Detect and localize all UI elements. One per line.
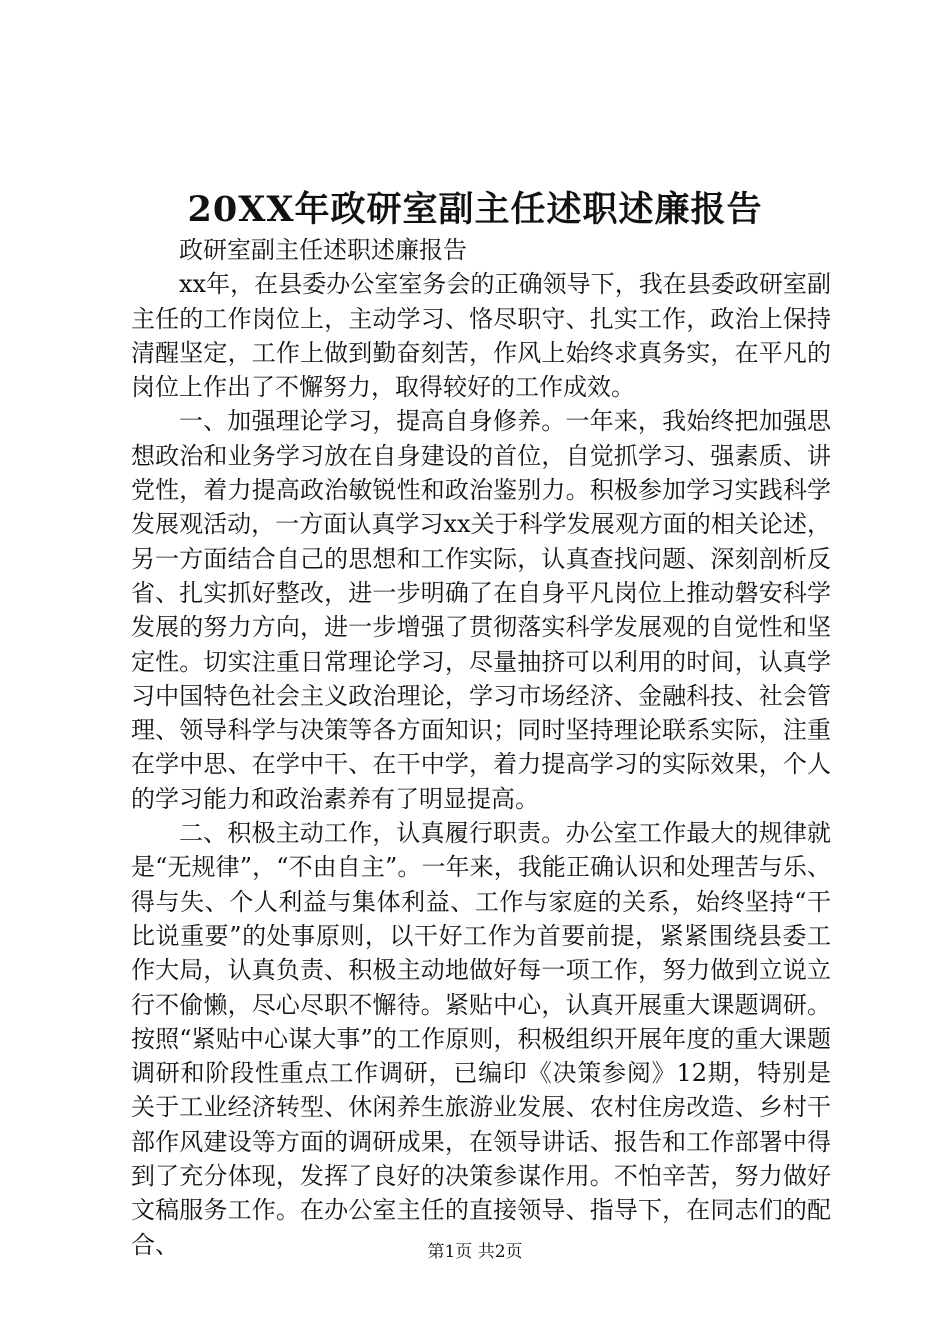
section-two-paragraph: 二、积极主动工作，认真履行职责。办公室工作最大的规律就是“无规律”，“不由自主”。一年来，我能正确认识和处理苦与乐、得与失、个人利益与集体利益、工作与家庭的关系，始终坚持“干比说重要”的处事原则，以干好工作为首要前提，紧紧围绕县委工作大局，认真负责、积极主动地做好每一项工作，努力做到立说立行不偷懒，尽心尽职不懈待。紧贴中心，认真开展重大课题调研。按照“紧贴中心谋大事”的工作原则，积极组织开展年度的重大课题调研和阶段性重点工作调研，已编印《决策参阅》12期，特别是关于工业经济转型、休闲养生旅游业发展、农村住房改造、乡村干部作风建设等方面的调研成果，在领导讲话、报告和工作部署中得到了充分体现，发挥了良好的决策参谋作用。不怕辛苦，努力做好文稿服务工作。在办公室主任的直接领导、指导下，在同志们的配合、: [131, 819, 831, 1259]
document-body: [131, 233, 831, 1262]
document-title: 20XX年政研室副主任述职述廉报告: [187, 189, 763, 230]
page-footer: 第1页 共2页: [427, 1242, 523, 1262]
intro-paragraph: xx年，在县委办公室室务会的正确领导下，我在县委政研室副主任的工作岗位上，主动学习、恪尽职守、扎实工作，政治上保持清醒坚定，工作上做到勤奋刻苦，作风上始终求真务实，在平凡的岗位上作出了不懈努力，取得较好的工作成效。: [131, 270, 831, 402]
section-one-paragraph: 一、加强理论学习，提高自身修养。一年来，我始终把加强思想政治和业务学习放在自身建设的首位，自觉抓学习、强素质、讲党性，着力提高政治敏锐性和政治鉴别力。积极参加学习实践科学发展观活动，一方面认真学习xx关于科学发展观方面的相关论述，另一方面结合自己的思想和工作实际，认真查找问题、深刻剖析反省、扎实抓好整改，进一步明确了在自身平凡岗位上推动磐安科学发展的努力方向，进一步增强了贯彻落实科学发展观的自觉性和坚定性。切实注重日常理论学习，尽量抽挤可以利用的时间，认真学习中国特色社会主义政治理论，学习市场经济、金融科技、社会管理、领导科学与决策等各方面知识；同时坚持理论联系实际，注重在学中思、在学中干、在干中学，着力提高学习的实际效果，个人的学习能力和政治素养有了明显提高。: [131, 407, 831, 813]
document-subtitle-paragraph: 政研室副主任述职述廉报告: [179, 236, 467, 264]
